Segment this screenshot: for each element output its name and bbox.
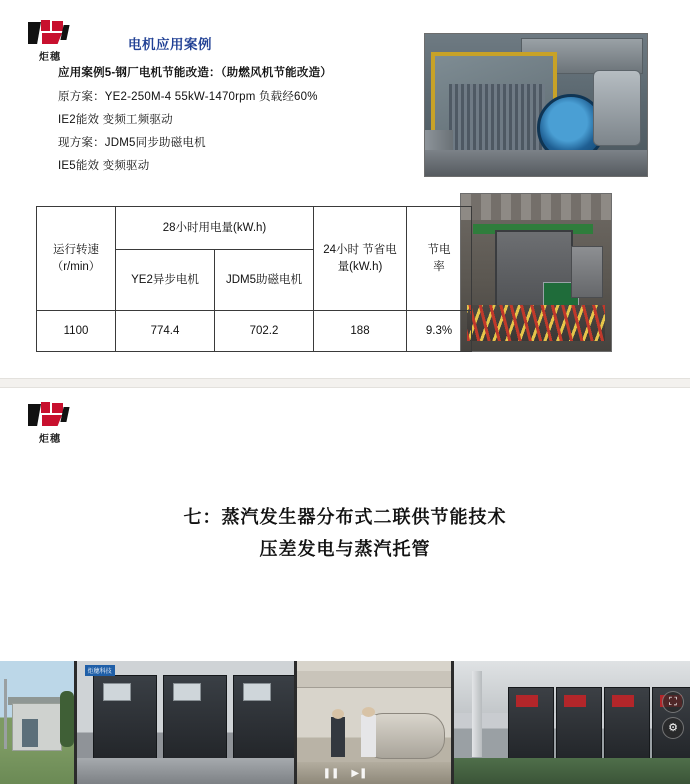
header-cell-jdm5: JDM5助磁电机 (215, 250, 314, 311)
header-cell-speed (37, 207, 116, 311)
player-controls[interactable] (0, 764, 690, 782)
video-filmstrip[interactable] (0, 661, 690, 784)
header-cell-28h-consumption: 28小时用电量(kW.h) (116, 207, 314, 250)
section-title-line2: 压差发电与蒸汽托管 (259, 539, 431, 559)
header-saving-line1: 24小时 节省电 (323, 243, 397, 256)
pause-icon[interactable]: ❚❚ (322, 767, 340, 779)
header-saving-line2: 量(kW.h) (337, 260, 383, 273)
slide-title: 电机应用案例 (128, 37, 212, 52)
table-header-row-group (37, 207, 472, 250)
thumb-caption: 炬穗科技 (85, 665, 115, 676)
energy-saving-table (36, 206, 472, 352)
company-logo-icon-slide2 (24, 402, 76, 444)
control-cabinet-photo (460, 193, 612, 352)
cell-rate-value: 9.3% (407, 311, 472, 352)
slide-divider (0, 378, 690, 388)
slide-steam-generator-section (0, 388, 690, 663)
header-cell-24h-saving (314, 207, 407, 311)
section-title-line1: 七：蒸汽发生器分布式二联供节能技术 (183, 507, 507, 527)
detail-line-original-efficiency: IE2能效 变频工频驱动 (58, 114, 173, 126)
header-rate-line1: 节电 (427, 243, 451, 256)
blower-fan-motor-photo (424, 33, 648, 177)
header-cell-saving-rate (407, 207, 472, 311)
fullscreen-icon[interactable]: ⛶ (662, 691, 684, 713)
logo-text: 炬穗 (39, 52, 61, 63)
cell-ye2-value: 774.4 (116, 311, 215, 352)
next-icon[interactable]: ▶❚ (351, 767, 368, 779)
table-row (37, 311, 472, 352)
cell-jdm5-value: 702.2 (215, 311, 314, 352)
company-logo-icon (24, 20, 76, 62)
detail-line-new-efficiency: IE5能效 变频驱动 (58, 160, 150, 172)
section-title (0, 503, 690, 561)
cell-saving-value: 188 (314, 311, 407, 352)
logo-text-slide2: 炬穗 (39, 434, 61, 445)
slide-subtitle: 应用案例5-钢厂电机节能改造：（助燃风机节能改造） (58, 67, 332, 79)
header-cell-ye2: YE2异步电机 (116, 250, 215, 311)
slide-motor-application-case (0, 0, 690, 378)
settings-gear-icon[interactable]: ⚙ (662, 717, 684, 739)
detail-line-original-scheme: 原方案：YE2-250M-4 55kW-1470rpm 负载经60% (58, 91, 318, 103)
header-speed-line1: 运行转速 (53, 243, 99, 256)
logo-mark-shape-slide2 (24, 402, 74, 428)
detail-line-new-scheme: 现方案：JDM5同步助磁电机 (58, 137, 206, 149)
header-rate-line2: 率 (433, 260, 445, 273)
cell-speed-value: 1100 (37, 311, 116, 352)
logo-mark-shape (24, 20, 74, 46)
header-speed-line2: （r/min） (51, 260, 101, 273)
